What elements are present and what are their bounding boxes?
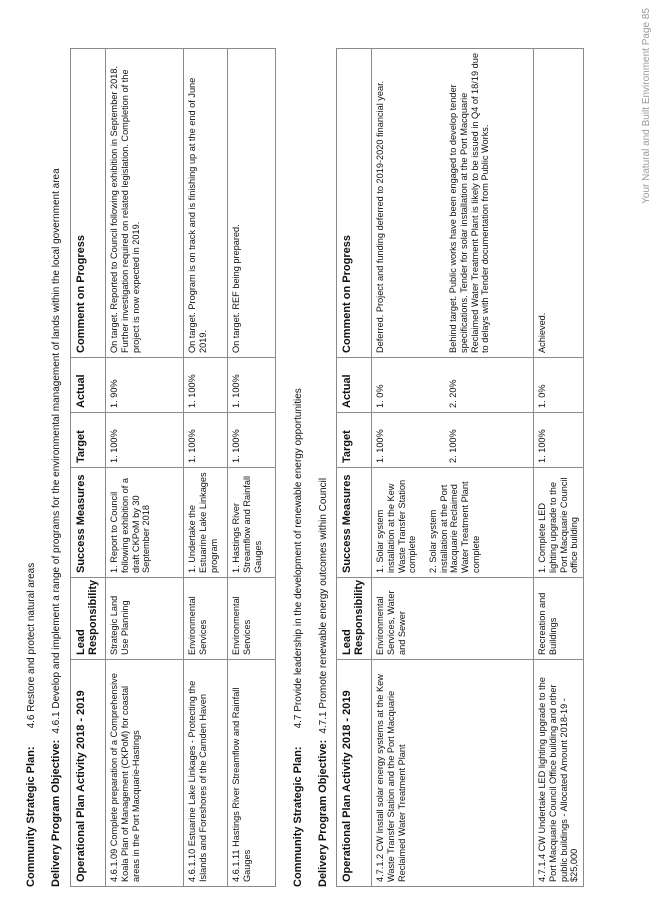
target-item: 1. 100% — [375, 429, 386, 463]
strategic-plan-heading-2 — [292, 388, 305, 887]
table-row — [228, 49, 276, 887]
header-target: Target — [71, 413, 106, 468]
header-activity: Operational Plan Activity 2018 - 2019 — [71, 660, 106, 887]
actual-item: 2. 20% — [448, 379, 459, 408]
strategic-plan-label: Community Strategic Plan: — [292, 746, 304, 887]
header-comment: Comment on Progress — [71, 49, 106, 358]
objective-value: 4.6.1 Develop and implement a range of programs for the environmental management of lands within the local government area — [51, 168, 62, 734]
objective-label: Delivery Program Objective: — [50, 739, 62, 887]
activity-cell: 4.6.1.11 Hastings River Streamflow and Rainfall Gauges — [228, 660, 276, 887]
actual-cell: 1. 100% — [228, 358, 276, 413]
header-lead: Lead Responsibility — [337, 578, 372, 660]
header-target: Target — [337, 413, 372, 468]
table-header-row — [337, 49, 372, 887]
table-row — [106, 49, 184, 887]
target-cell: 1. 100% — [534, 413, 584, 468]
comment-cell — [372, 49, 534, 358]
target-cell: 1. 100% — [106, 413, 184, 468]
strategic-plan-value: 4.7 Provide leadership in the development of renewable energy opportunities — [293, 388, 304, 729]
header-comment: Comment on Progress — [337, 49, 372, 358]
comment-cell: On target. REF being prepared. — [228, 49, 276, 358]
comment-cell: Achieved. — [534, 49, 584, 358]
measure-cell: 1. Report to Council following exhibition of a draft CKPoM by 30 September 2018 — [106, 468, 184, 578]
activity-cell: 4.7.1.2 CW Install solar energy systems at the Kew Waste Transfer Station and the Port Macquarie Reclaimed Water Treatment Plant — [372, 660, 534, 887]
measure-cell: 1. Hastings River Streamflow and Rainfall Gauges — [228, 468, 276, 578]
delivery-objective-heading-2 — [317, 478, 330, 887]
activity-cell: 4.6.1.09 Complete preparation of a Comprehensive Koala Plan of Management (CKPoM) for coastal areas in the Port Macquarie-Hastings — [106, 660, 184, 887]
lead-cell: Recreation and Buildings — [534, 578, 584, 660]
comment-item: Behind target. Public works have been engaged to develop tender specifications. Tender for solar installation at the Port Macquarie Reclaimed Water Treatment Plant is likely to be issued in Q4 of 18/19 due to delays with Tender documentation from Public Works. — [448, 53, 491, 353]
actual-cell — [372, 358, 534, 413]
actual-cell: 1. 90% — [106, 358, 184, 413]
delivery-objective-heading-1 — [50, 168, 63, 887]
comment-cell: On target. Reported to Council following exhibition in September 2018. Further investigation required on related legislation. Completion of the project is now expected in 2019. — [106, 49, 184, 358]
table-row — [184, 49, 228, 887]
target-cell: 1. 100% — [184, 413, 228, 468]
activity-cell: 4.6.1.10 Estuarine Lake Linkages - Protecting the Islands and Foreshores of the Camden Haven — [184, 660, 228, 887]
activity-cell: 4.7.1.4 CW Undertake LED lighting upgrade to the Port Macquarie Council Office building and other public buildings - Allocated Amount 2018-19 - $25,000 — [534, 660, 584, 887]
header-activity: Operational Plan Activity 2018 - 2019 — [337, 660, 372, 887]
lead-cell: Strategic Land Use Planning — [106, 578, 184, 660]
lead-cell: Environmental Services — [184, 578, 228, 660]
actual-cell: 1. 0% — [534, 358, 584, 413]
measure-cell — [372, 468, 534, 578]
operational-plan-table-2 — [336, 48, 584, 887]
measure-cell: 1. Complete LED lighting upgrade to the Port Macquarie Council office building — [534, 468, 584, 578]
actual-item: 1. 0% — [375, 384, 386, 408]
lead-cell: Environmental Services — [228, 578, 276, 660]
header-actual: Actual — [71, 358, 106, 413]
target-cell: 1. 100% — [228, 413, 276, 468]
comment-item: Deferred. Project and funding deferred to 2019-2020 financial year. — [375, 80, 386, 353]
objective-label: Delivery Program Objective: — [317, 739, 329, 887]
objective-value: 4.7.1 Promote renewable energy outcomes within Council — [318, 477, 329, 734]
table-header-row — [71, 49, 106, 887]
page-footer: Your Natural and Built Environment Page 85 — [641, 8, 653, 204]
table-row — [534, 49, 584, 887]
strategic-plan-label: Community Strategic Plan: — [25, 746, 37, 887]
actual-cell: 1. 100% — [184, 358, 228, 413]
operational-plan-table-1 — [70, 48, 276, 887]
target-cell — [372, 413, 534, 468]
comment-cell: On target. Program is on track and is finishing up at the end of June 2019. — [184, 49, 228, 358]
measure-cell: 1. Undertake the Estuarine Lake Linkages program — [184, 468, 228, 578]
measure-item: 1. Solar system installation at the Kew Waste Transfer Station complete — [375, 479, 418, 573]
target-item: 2. 100% — [448, 429, 459, 463]
header-measures: Success Measures — [71, 468, 106, 578]
strategic-plan-value: 4.6 Restore and protect natural areas — [26, 562, 37, 729]
table-row — [372, 49, 534, 887]
header-actual: Actual — [337, 358, 372, 413]
strategic-plan-heading-1 — [25, 563, 38, 887]
lead-cell: Environmental Services, Water and Sewer — [372, 578, 534, 660]
header-lead: Lead Responsibility — [71, 578, 106, 660]
measure-item: 2. Solar system installation at the Port Macquarie Reclaimed Water Treatment Plant complete — [427, 481, 481, 573]
header-measures: Success Measures — [337, 468, 372, 578]
